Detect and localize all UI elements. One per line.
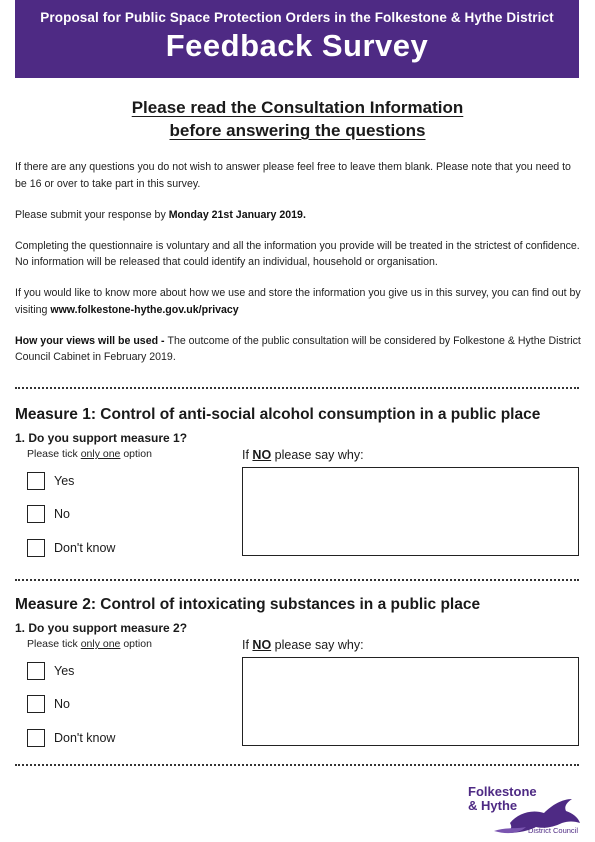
dotted-divider — [15, 579, 579, 581]
measure-1-why-textbox[interactable] — [242, 467, 579, 556]
measure-1-hint: Please tick only one option — [27, 448, 152, 460]
intro-age-note: If there are any questions you do not wish to answer please feel free to leave them blank. Please note that you need to be 16 or over to take part in this survey. — [15, 161, 571, 190]
measure-1-option-dont-know[interactable] — [27, 531, 115, 565]
header-title: Feedback Survey — [165, 28, 429, 63]
read-heading-line1: Please read the Consultation Information — [131, 98, 464, 117]
dotted-divider — [15, 387, 579, 389]
measure-1-options — [27, 464, 115, 565]
checkbox[interactable] — [27, 472, 45, 490]
measure-1-option-no[interactable] — [27, 498, 115, 532]
intro-privacy: If you would like to know more about how we use and store the information you give us in this survey, you can find out by visiting www.folkestone-hythe.gov.uk/privacy — [15, 287, 581, 316]
intro-deadline: Please submit your response by Monday 21st January 2019. — [15, 208, 306, 221]
checkbox[interactable] — [27, 505, 45, 523]
dotted-divider — [15, 764, 579, 766]
intro-text — [15, 159, 581, 380]
option-label: Don't know — [54, 540, 116, 555]
measure-2-section — [15, 596, 581, 766]
measure-2-option-dont-know[interactable] — [27, 721, 115, 755]
read-heading-line2: before answering the questions — [169, 121, 426, 140]
option-label: Yes — [54, 473, 75, 488]
option-label: Yes — [54, 663, 75, 678]
measure-1-question: 1. Do you support measure 1? — [15, 431, 188, 445]
measure-1-title: Measure 1: Control of anti-social alcohol consumption in a public place — [15, 406, 541, 423]
option-label: Don't know — [54, 730, 116, 745]
logo-subtitle: District Council — [527, 826, 578, 835]
intro-views-usage: How your views will be used - The outcome of the public consultation will be considered by Folkestone & Hythe District Council Cabinet in February 2019. — [15, 334, 581, 363]
measure-1-why-label: If NO please say why: — [242, 448, 364, 462]
deadline-date: Monday 21st January 2019. — [168, 208, 306, 221]
measure-1-section — [15, 406, 581, 576]
option-label: No — [54, 507, 70, 522]
council-logo — [466, 783, 584, 839]
read-instructions-heading — [0, 96, 595, 142]
header-banner — [15, 0, 579, 78]
measure-2-question: 1. Do you support measure 2? — [15, 621, 188, 635]
measure-2-why-textbox[interactable] — [242, 657, 579, 746]
measure-2-why-label: If NO please say why: — [242, 638, 364, 652]
checkbox[interactable] — [27, 729, 45, 747]
measure-2-option-yes[interactable] — [27, 654, 115, 688]
logo-wordmark: Folkestone & Hythe — [468, 784, 537, 813]
checkbox[interactable] — [27, 662, 45, 680]
measure-2-options — [27, 654, 115, 755]
option-label: No — [54, 697, 70, 712]
privacy-link[interactable]: www.folkestone-hythe.gov.uk/privacy — [50, 303, 239, 316]
measure-2-option-no[interactable] — [27, 688, 115, 722]
measure-1-option-yes[interactable] — [27, 464, 115, 498]
checkbox[interactable] — [27, 539, 45, 557]
intro-confidentiality: Completing the questionnaire is voluntary and all the information you provide will be treated in the strictest of confidence. No information will be released that could identify an individual, household or organisation. — [15, 239, 580, 268]
measure-2-hint: Please tick only one option — [27, 638, 152, 650]
measure-2-title: Measure 2: Control of intoxicating substances in a public place — [15, 596, 481, 613]
header-subtitle: Proposal for Public Space Protection Orders in the Folkestone & Hythe District — [40, 10, 554, 25]
checkbox[interactable] — [27, 695, 45, 713]
